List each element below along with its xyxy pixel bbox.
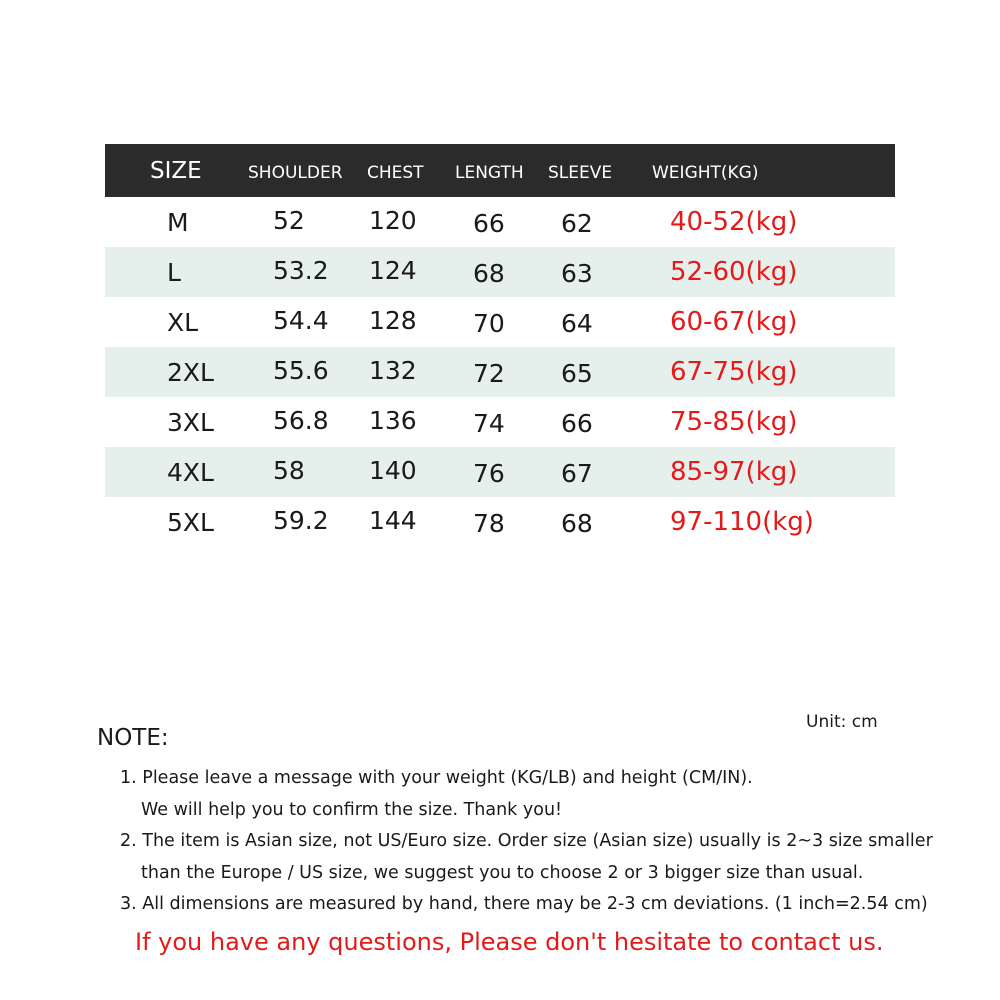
note-line: 1. Please leave a message with your weight (KG/LB) and height (CM/IN). bbox=[120, 768, 753, 788]
cell-weight: 40-52(kg) bbox=[670, 207, 798, 237]
cell-sleeve: 64 bbox=[561, 309, 593, 338]
contact-message: If you have any questions, Please don't hesitate to contact us. bbox=[135, 928, 884, 956]
table-row bbox=[105, 397, 895, 447]
cell-size: L bbox=[167, 258, 181, 287]
cell-chest: 144 bbox=[369, 506, 417, 535]
cell-chest: 132 bbox=[369, 356, 417, 385]
cell-size: M bbox=[167, 208, 189, 237]
note-line: 2. The item is Asian size, not US/Euro size. Order size (Asian size) usually is 2~3 size smaller bbox=[120, 831, 933, 851]
cell-shoulder: 52 bbox=[273, 206, 305, 235]
cell-length: 72 bbox=[473, 359, 505, 388]
header-length: LENGTH bbox=[455, 163, 524, 183]
cell-chest: 120 bbox=[369, 206, 417, 235]
header-sleeve: SLEEVE bbox=[548, 163, 613, 183]
cell-sleeve: 62 bbox=[561, 209, 593, 238]
cell-chest: 136 bbox=[369, 406, 417, 435]
cell-size: 4XL bbox=[167, 458, 214, 487]
cell-weight: 52-60(kg) bbox=[670, 257, 798, 287]
cell-sleeve: 65 bbox=[561, 359, 593, 388]
cell-length: 68 bbox=[473, 259, 505, 288]
cell-shoulder: 55.6 bbox=[273, 356, 329, 385]
cell-sleeve: 67 bbox=[561, 459, 593, 488]
cell-length: 70 bbox=[473, 309, 505, 338]
cell-sleeve: 68 bbox=[561, 509, 593, 538]
cell-weight: 67-75(kg) bbox=[670, 357, 798, 387]
cell-size: 3XL bbox=[167, 408, 214, 437]
cell-weight: 85-97(kg) bbox=[670, 457, 798, 487]
cell-size: XL bbox=[167, 308, 199, 337]
table-row bbox=[105, 347, 895, 397]
table-header-row bbox=[105, 144, 895, 197]
cell-shoulder: 56.8 bbox=[273, 406, 329, 435]
cell-weight: 75-85(kg) bbox=[670, 407, 798, 437]
note-line: We will help you to confirm the size. Thank you! bbox=[141, 800, 563, 820]
header-chest: CHEST bbox=[367, 163, 424, 183]
cell-weight: 97-110(kg) bbox=[670, 507, 814, 537]
note-line: than the Europe / US size, we suggest you to choose 2 or 3 bigger size than usual. bbox=[141, 863, 864, 883]
cell-shoulder: 58 bbox=[273, 456, 305, 485]
table-row bbox=[105, 497, 895, 547]
note-title: NOTE: bbox=[97, 725, 169, 751]
cell-chest: 128 bbox=[369, 306, 417, 335]
unit-label: Unit: cm bbox=[806, 712, 878, 732]
cell-length: 76 bbox=[473, 459, 505, 488]
cell-shoulder: 59.2 bbox=[273, 506, 329, 535]
cell-length: 78 bbox=[473, 509, 505, 538]
header-size: SIZE bbox=[150, 158, 202, 184]
cell-chest: 140 bbox=[369, 456, 417, 485]
note-line: 3. All dimensions are measured by hand, there may be 2-3 cm deviations. (1 inch=2.54 cm) bbox=[120, 894, 928, 914]
cell-shoulder: 54.4 bbox=[273, 306, 329, 335]
header-weight: WEIGHT(KG) bbox=[652, 163, 759, 183]
cell-weight: 60-67(kg) bbox=[670, 307, 798, 337]
cell-length: 66 bbox=[473, 209, 505, 238]
cell-sleeve: 66 bbox=[561, 409, 593, 438]
cell-shoulder: 53.2 bbox=[273, 256, 329, 285]
cell-size: 5XL bbox=[167, 508, 214, 537]
table-row bbox=[105, 197, 895, 247]
header-shoulder: SHOULDER bbox=[248, 163, 343, 183]
cell-sleeve: 63 bbox=[561, 259, 593, 288]
size-chart-table bbox=[105, 144, 895, 547]
cell-size: 2XL bbox=[167, 358, 214, 387]
cell-length: 74 bbox=[473, 409, 505, 438]
table-row bbox=[105, 447, 895, 497]
table-row bbox=[105, 297, 895, 347]
cell-chest: 124 bbox=[369, 256, 417, 285]
table-row bbox=[105, 247, 895, 297]
